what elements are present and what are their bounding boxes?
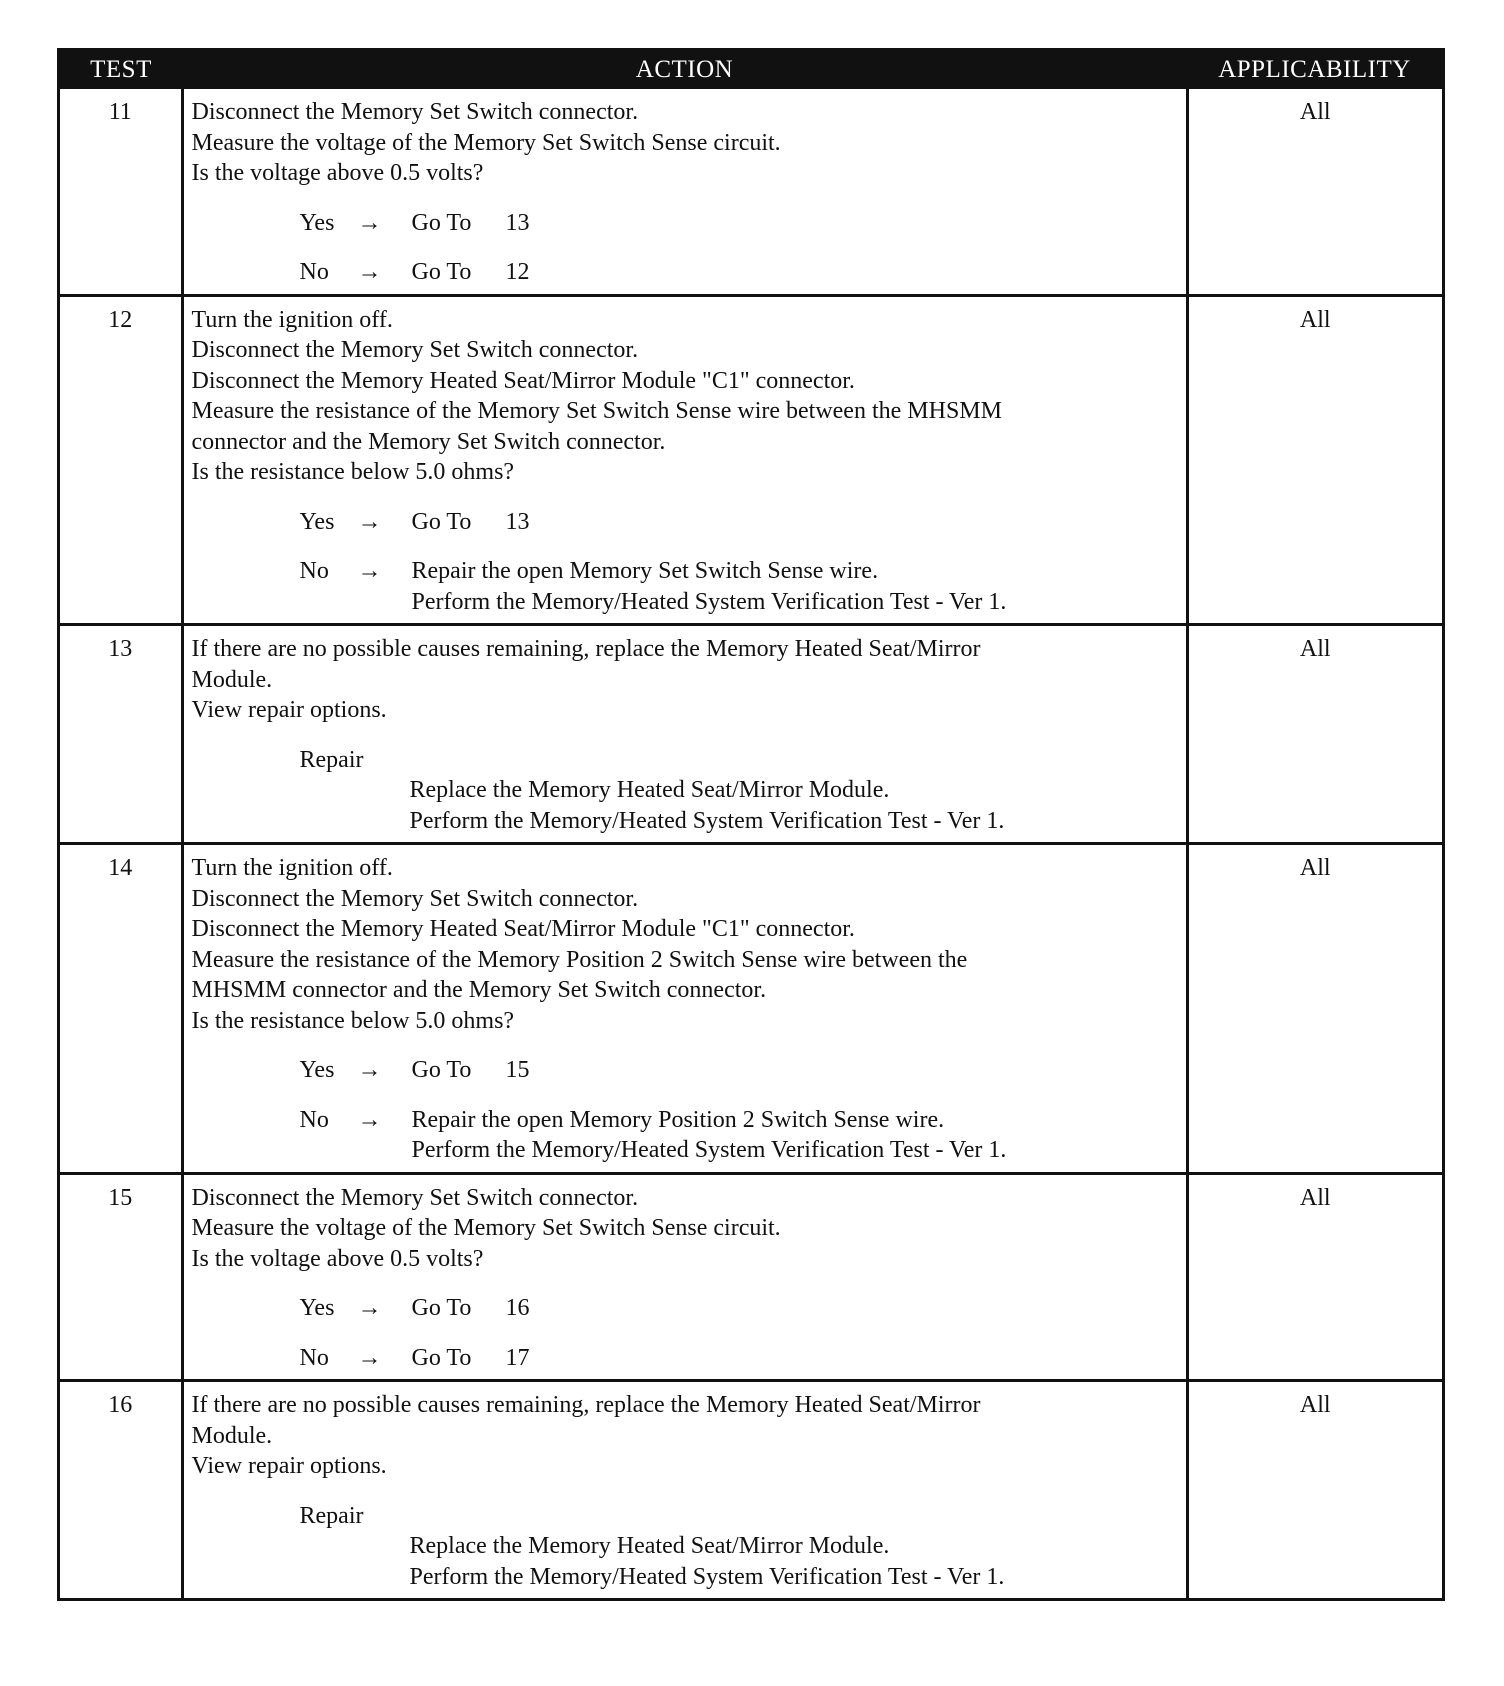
right-arrow-icon: → bbox=[357, 1295, 382, 1321]
action-cell bbox=[182, 1173, 1187, 1381]
go-to-label: Go To bbox=[411, 1057, 472, 1083]
go-to-target: 12 bbox=[505, 259, 530, 285]
header-row bbox=[60, 51, 1442, 89]
test-row-12 bbox=[60, 295, 1442, 625]
repair-block bbox=[300, 745, 1178, 837]
no-branch bbox=[300, 556, 1178, 617]
action-line: View repair options. bbox=[191, 697, 387, 723]
right-arrow-icon: → bbox=[357, 259, 382, 285]
no-label: No bbox=[299, 1344, 329, 1371]
applicability-value: All bbox=[1299, 99, 1331, 125]
repair-step: Perform the Memory/Heated System Verification Test - Ver 1. bbox=[409, 807, 1005, 834]
action-line: connector and the Memory Set Switch connector. bbox=[191, 428, 666, 455]
yes-branch bbox=[300, 208, 1178, 239]
repair-label: Repair bbox=[299, 1502, 364, 1529]
diagnostic-test-table bbox=[60, 51, 1442, 1598]
action-line: View repair options. bbox=[191, 1453, 387, 1479]
applicability-value: All bbox=[1187, 844, 1442, 1174]
no-branch-instruction: Repair the open Memory Position 2 Switch Sense wire. bbox=[411, 1106, 945, 1133]
test-number: 16 bbox=[60, 1381, 182, 1599]
action-line: Is the voltage above 0.5 volts? bbox=[191, 1245, 484, 1272]
test-row-14 bbox=[60, 844, 1442, 1174]
action-cell bbox=[182, 295, 1187, 625]
action-line: Disconnect the Memory Set Switch connector. bbox=[191, 99, 639, 125]
action-line: Is the resistance below 5.0 ohms? bbox=[191, 459, 515, 485]
applicability-value: All bbox=[1187, 625, 1442, 844]
no-label: No bbox=[299, 558, 329, 584]
action-line: MHSMM connector and the Memory Set Switch connector. bbox=[191, 977, 767, 1003]
repair-step: Replace the Memory Heated Seat/Mirror Module. bbox=[409, 1533, 890, 1559]
applicability-value: All bbox=[1187, 1173, 1442, 1381]
test-row-11 bbox=[60, 89, 1442, 295]
action-cell bbox=[182, 89, 1187, 295]
yes-branch bbox=[300, 1055, 1178, 1086]
no-branch-instruction: Repair the open Memory Set Switch Sense wire. bbox=[411, 558, 879, 584]
test-number: 14 bbox=[60, 844, 182, 1174]
applicability-value: All bbox=[1187, 1381, 1442, 1599]
yes-label: Yes bbox=[299, 1295, 335, 1321]
no-branch-instruction: Perform the Memory/Heated System Verification Test - Ver 1. bbox=[411, 588, 1007, 615]
no-branch bbox=[300, 1105, 1178, 1166]
branch-list bbox=[192, 1293, 1178, 1373]
repair-label: Repair bbox=[299, 746, 364, 773]
action-line: Measure the voltage of the Memory Set Switch Sense circuit. bbox=[191, 129, 781, 156]
test-number: 15 bbox=[60, 1173, 182, 1381]
no-label: No bbox=[299, 1106, 329, 1133]
right-arrow-icon: → bbox=[357, 1344, 382, 1371]
action-line: Measure the resistance of the Memory Position 2 Switch Sense wire between the bbox=[191, 946, 968, 973]
no-label: No bbox=[299, 259, 329, 285]
test-row-15 bbox=[60, 1173, 1442, 1381]
go-to-target: 15 bbox=[505, 1057, 530, 1083]
branch-list bbox=[192, 1055, 1178, 1166]
go-to-target: 16 bbox=[505, 1295, 530, 1321]
test-number: 11 bbox=[60, 89, 182, 295]
action-line: Measure the voltage of the Memory Set Switch Sense circuit. bbox=[191, 1215, 781, 1241]
repair-steps bbox=[410, 1531, 1178, 1592]
right-arrow-icon: → bbox=[357, 1057, 382, 1083]
header-applicability: APPLICABILITY bbox=[1187, 51, 1442, 89]
no-branch-instruction: Perform the Memory/Heated System Verification Test - Ver 1. bbox=[411, 1137, 1007, 1163]
go-to-target: 13 bbox=[505, 209, 530, 236]
test-table-frame bbox=[57, 48, 1445, 1601]
action-line: Turn the ignition off. bbox=[191, 855, 393, 881]
action-cell bbox=[182, 844, 1187, 1174]
test-number: 13 bbox=[60, 625, 182, 844]
go-to-target: 13 bbox=[505, 508, 530, 535]
header-action: ACTION bbox=[182, 51, 1187, 89]
go-to-label: Go To bbox=[411, 508, 472, 535]
action-line: Disconnect the Memory Set Switch connector. bbox=[191, 337, 639, 363]
action-line: Module. bbox=[191, 1422, 273, 1449]
repair-steps bbox=[410, 775, 1178, 836]
repair-block bbox=[300, 1501, 1178, 1593]
test-row-16 bbox=[60, 1381, 1442, 1599]
go-to-label: Go To bbox=[411, 209, 472, 236]
go-to-label: Go To bbox=[411, 1344, 472, 1371]
action-line: Disconnect the Memory Set Switch connector. bbox=[191, 885, 639, 912]
right-arrow-icon: → bbox=[357, 1106, 382, 1133]
applicability-value: All bbox=[1187, 295, 1442, 625]
no-branch bbox=[300, 257, 1178, 288]
action-line: Disconnect the Memory Heated Seat/Mirror Module "C1" connector. bbox=[191, 916, 855, 942]
go-to-label: Go To bbox=[411, 1295, 472, 1321]
yes-label: Yes bbox=[299, 508, 335, 535]
repair-step: Replace the Memory Heated Seat/Mirror Module. bbox=[409, 777, 890, 803]
action-cell bbox=[182, 625, 1187, 844]
action-line: Module. bbox=[191, 666, 273, 693]
repair-step: Perform the Memory/Heated System Verification Test - Ver 1. bbox=[409, 1563, 1005, 1590]
right-arrow-icon: → bbox=[357, 558, 382, 584]
right-arrow-icon: → bbox=[357, 209, 382, 236]
go-to-target: 17 bbox=[505, 1344, 530, 1371]
action-line: Disconnect the Memory Set Switch connector. bbox=[191, 1184, 639, 1211]
branch-list bbox=[192, 507, 1178, 618]
action-line: Disconnect the Memory Heated Seat/Mirror Module "C1" connector. bbox=[191, 367, 855, 394]
action-line: Is the resistance below 5.0 ohms? bbox=[191, 1007, 515, 1034]
action-line: Measure the resistance of the Memory Set Switch Sense wire between the MHSMM bbox=[191, 398, 1002, 424]
no-branch bbox=[300, 1343, 1178, 1374]
test-number: 12 bbox=[60, 295, 182, 625]
action-line: If there are no possible causes remaining, replace the Memory Heated Seat/Mirror bbox=[191, 636, 981, 662]
yes-label: Yes bbox=[299, 1057, 335, 1083]
yes-branch bbox=[300, 1293, 1178, 1324]
go-to-label: Go To bbox=[411, 259, 472, 285]
action-cell bbox=[182, 1381, 1187, 1599]
right-arrow-icon: → bbox=[357, 508, 382, 535]
branch-list bbox=[192, 208, 1178, 288]
test-row-13 bbox=[60, 625, 1442, 844]
yes-branch bbox=[300, 507, 1178, 538]
header-test: TEST bbox=[60, 51, 182, 89]
yes-label: Yes bbox=[299, 209, 335, 236]
action-line: Is the voltage above 0.5 volts? bbox=[191, 160, 484, 186]
action-line: If there are no possible causes remaining, replace the Memory Heated Seat/Mirror bbox=[191, 1392, 981, 1418]
action-line: Turn the ignition off. bbox=[191, 306, 393, 333]
